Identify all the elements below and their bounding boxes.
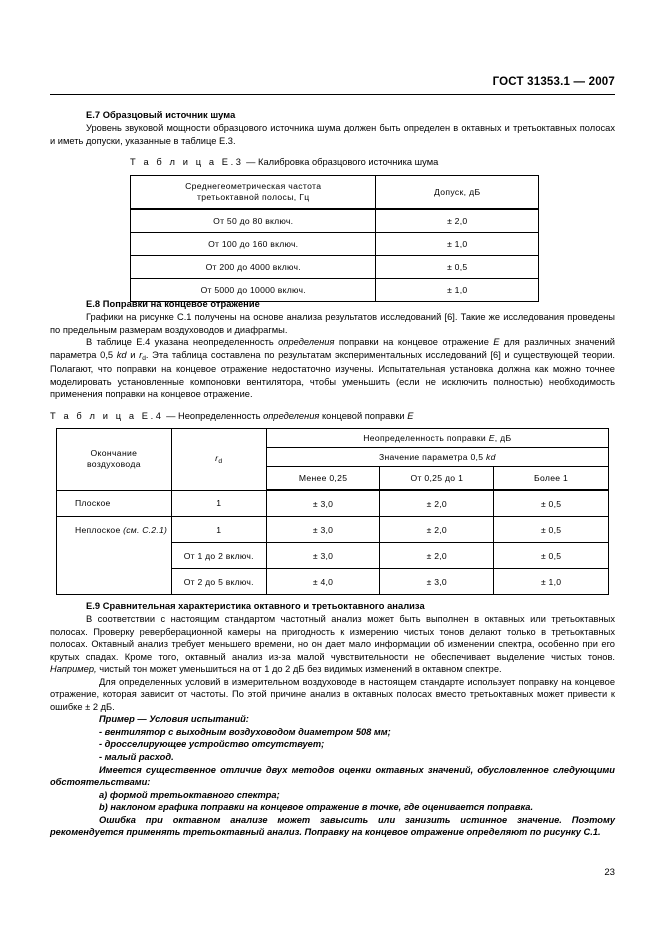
table-row	[57, 517, 609, 543]
table-e3-caption-label: Т а б л и ц а Е.3	[130, 157, 244, 167]
section-e9-list-item: a) формой третьоктавного спектра;	[99, 789, 280, 800]
section-e9-paragraph-4: Ошибка при октавном анализе может завысить или занизить истинное значение. Поэтому рекомендуется применять третьоктавный анализ. Поправку на концевое отражение определяют по рисунку С.1.	[50, 814, 615, 838]
section-e9-paragraph-2: Для определенных условий в измерительном воздуховоде в настоящем стандарте использует поправку на концевое отражение, которая зависит от частоты. По этой причине анализ в октавных полосах вместо третьоктавных может привести к ошибке ± 2 дБ.	[50, 676, 615, 712]
table-row	[131, 233, 539, 256]
table-e4-cell-rd: От 1 до 2 включ.	[171, 543, 266, 569]
table-e4-header-stub-line2: воздуховода	[86, 459, 141, 470]
section-e9-example-item: - вентилятор с выходным воздуховодом диаметром 508 мм;	[99, 726, 391, 737]
table-e4-header-stub-line1: Окончание	[90, 448, 138, 459]
e8-p2-italic-E: E	[493, 337, 500, 348]
table-e3-cell-tolerance: ± 1,0	[376, 279, 539, 302]
table-e3-caption-dash: —	[243, 157, 259, 167]
table-e4-caption-italic-E: E	[407, 411, 414, 421]
table-e3-cell-tolerance: ± 2,0	[376, 209, 539, 233]
table-e4-header-rd	[171, 429, 266, 491]
table-e3-header-row	[131, 176, 539, 210]
table-e4-cell-value: ± 0,5	[494, 490, 609, 517]
table-e3-header-frequency	[131, 176, 376, 210]
table-e4-caption-label: Т а б л и ц а Е.4	[50, 411, 164, 421]
section-e9-example-item: - дросселирующее устройство отсутствует;	[99, 739, 325, 750]
e9-p1-a: В соответствии с настоящим стандартом частотный анализ может быть выполнен в октавных или третьоктавных полосах. Проверку реверберационной камеры на пригодность к измерению чистых тонов делают только в третьоктавных полосах. Октавный анализ требует меньшего времени, но он дает мало информации об изменении спектра, особенно при его крутых спадах. Кроме того, октавный анализ из-за малой чувствительности не обеспечивает выделение чистых тонов.	[50, 614, 615, 662]
table-e4-header-group-italic-E: E	[488, 433, 495, 443]
page-content	[50, 0, 615, 936]
e8-p2-italic-r: r	[139, 349, 143, 360]
table-e4-header-param-italic-kd: kd	[486, 452, 496, 462]
table-e4-cell-value: ± 0,5	[494, 543, 609, 569]
table-e4-header-stub	[57, 429, 172, 491]
table-e3-cell-band: От 200 до 4000 включ.	[131, 256, 376, 279]
table-e3-header-frequency-line1: Среднегеометрическая частота	[185, 181, 322, 191]
table-e4-cell-rd: От 2 до 5 включ.	[171, 569, 266, 595]
table-e4-cell-ending-note: (см. С.2.1)	[123, 525, 168, 535]
table-e3-cell-band: От 100 до 160 включ.	[131, 233, 376, 256]
table-e3	[130, 175, 539, 302]
header-rule	[50, 94, 615, 95]
section-e9	[50, 601, 615, 839]
e9-p3-text: Имеется существенное отличие двух методов оценки октавных значений, обусловленное следующими обстоятельствами:	[50, 764, 615, 788]
table-e4-header-rd-sub: d	[218, 458, 223, 466]
table-e4-cell-ending-text: Неплоское	[75, 525, 124, 535]
table-e4-header-row-1	[57, 429, 609, 448]
table-e4-caption-italic: определения	[263, 411, 320, 421]
section-e9-paragraph-1	[50, 613, 615, 676]
page-number: 23	[604, 867, 615, 878]
section-e7-paragraph-1: Уровень звуковой мощности образцового источника шума должен быть определен в октавных и третьоктавных полосах и иметь допуски, указанные в таблице Е.3.	[50, 123, 615, 146]
e8-p2-a: В таблице Е.4 указана неопределенность	[86, 337, 279, 348]
table-e4-header-group	[266, 429, 608, 448]
section-e8-heading: Е.8 Поправки на концевое отражение	[86, 299, 260, 309]
table-e3-header-tolerance: Допуск, дБ	[376, 176, 539, 210]
table-e4-header-param-a: Значение параметра 0,5	[378, 452, 486, 462]
table-e4-cell-value: ± 3,0	[380, 569, 494, 595]
table-e3-header-frequency-line2: третьоктавной полосы, Гц	[196, 192, 310, 202]
table-e3-caption-text: Калибровка образцового источника шума	[258, 157, 439, 167]
section-e8-paragraph-1: Графики на рисунке С.1 получены на основе анализа результатов исследований [6]. Такие же исследования проведены по предельным размерам воздуховодов и диафрагмы.	[50, 312, 615, 335]
table-e4-cell-value: ± 1,0	[494, 569, 609, 595]
section-e7	[50, 110, 615, 147]
section-e9-paragraph-3	[50, 764, 615, 789]
table-e4-header-col-more: Более 1	[494, 467, 609, 491]
table-e4-cell-value: ± 3,0	[266, 490, 380, 517]
e9-p1-b: чистый тон может уменьшиться на от 1 до 2 дБ без видимых изменений в октавном спектре.	[96, 664, 502, 675]
section-e9-list-item: b) наклоном графика поправки на концевое отражение в точке, где оценивается поправка.	[99, 802, 534, 813]
table-e3-cell-tolerance: ± 1,0	[376, 233, 539, 256]
table-e4-header-group-b: , дБ	[494, 433, 512, 443]
table-e4-header-col-less: Менее 0,25	[266, 467, 380, 491]
table-e4-cell-value: ± 0,5	[494, 517, 609, 543]
e8-p2-italic-opredeleniya: определения	[278, 337, 335, 348]
e8-p2-sub-d: d	[142, 354, 146, 362]
table-e4-header-rd-symbol: r	[215, 453, 219, 464]
table-e4-caption-dash: —	[163, 411, 179, 421]
e8-p2-italic-kd: kd	[116, 349, 127, 360]
table-e4-caption	[50, 411, 550, 421]
e9-p1-italic-naprimer: Например,	[50, 664, 97, 675]
table-e4-caption-text-b: концевой поправки	[319, 411, 408, 421]
section-e7-heading: Е.7 Образцовый источник шума	[86, 110, 236, 120]
e8-p2-b: поправки на концевое отражение	[334, 337, 494, 348]
section-e9-example-heading: Пример — Условия испытаний:	[99, 714, 249, 725]
e8-p2-c: для различных значений параметра 0,5	[50, 337, 615, 360]
table-e4-cell-value: ± 2,0	[380, 543, 494, 569]
table-e4-cell-value: ± 2,0	[380, 517, 494, 543]
table-e3-cell-tolerance: ± 0,5	[376, 256, 539, 279]
table-e3-caption	[130, 157, 590, 167]
table-e4-cell-value: ± 4,0	[266, 569, 380, 595]
section-e9-heading: Е.9 Сравнительная характеристика октавного и третьоктавного анализа	[86, 601, 425, 611]
e8-p2-e: . Эта таблица составлена по результатам экспериментальных исследований [6] и существующей теории. Полагают, что поправки на концевое отражение недостаточно изучены. Испытательная установка должна как можно точнее моделировать установленные компоновки вентилятора, чтобы уменьшить (если не исключить полностью) необходимость применения поправки на концевое отражение.	[50, 349, 615, 400]
table-e4-caption-text-a: Неопределенность	[178, 411, 264, 421]
table-e4-header-col-mid: От 0,25 до 1	[380, 467, 494, 491]
table-row	[131, 209, 539, 233]
table-row	[131, 256, 539, 279]
table-e4-cell-ending: Плоское	[57, 490, 172, 517]
table-e3-cell-band: От 5000 до 10000 включ.	[131, 279, 376, 302]
section-e8-paragraph-2	[50, 336, 615, 401]
table-e4-cell-rd: 1	[171, 490, 266, 517]
table-e3-cell-band: От 50 до 80 включ.	[131, 209, 376, 233]
section-e9-example-item: - малый расход.	[99, 752, 174, 763]
table-e4-cell-value: ± 2,0	[380, 490, 494, 517]
running-head: ГОСТ 31353.1 — 2007	[492, 76, 615, 88]
table-e4-cell-value: ± 3,0	[266, 517, 380, 543]
table-row	[57, 490, 609, 517]
e8-p2-d: и	[126, 349, 140, 360]
table-e4-header-group-a: Неопределенность поправки	[363, 433, 489, 443]
table-e4-cell-rd: 1	[171, 517, 266, 543]
section-e8	[50, 299, 615, 401]
table-e4-cell-value: ± 3,0	[266, 543, 380, 569]
table-e4	[56, 428, 609, 595]
table-e4-header-param	[266, 448, 608, 467]
table-e4-cell-ending	[57, 517, 172, 595]
